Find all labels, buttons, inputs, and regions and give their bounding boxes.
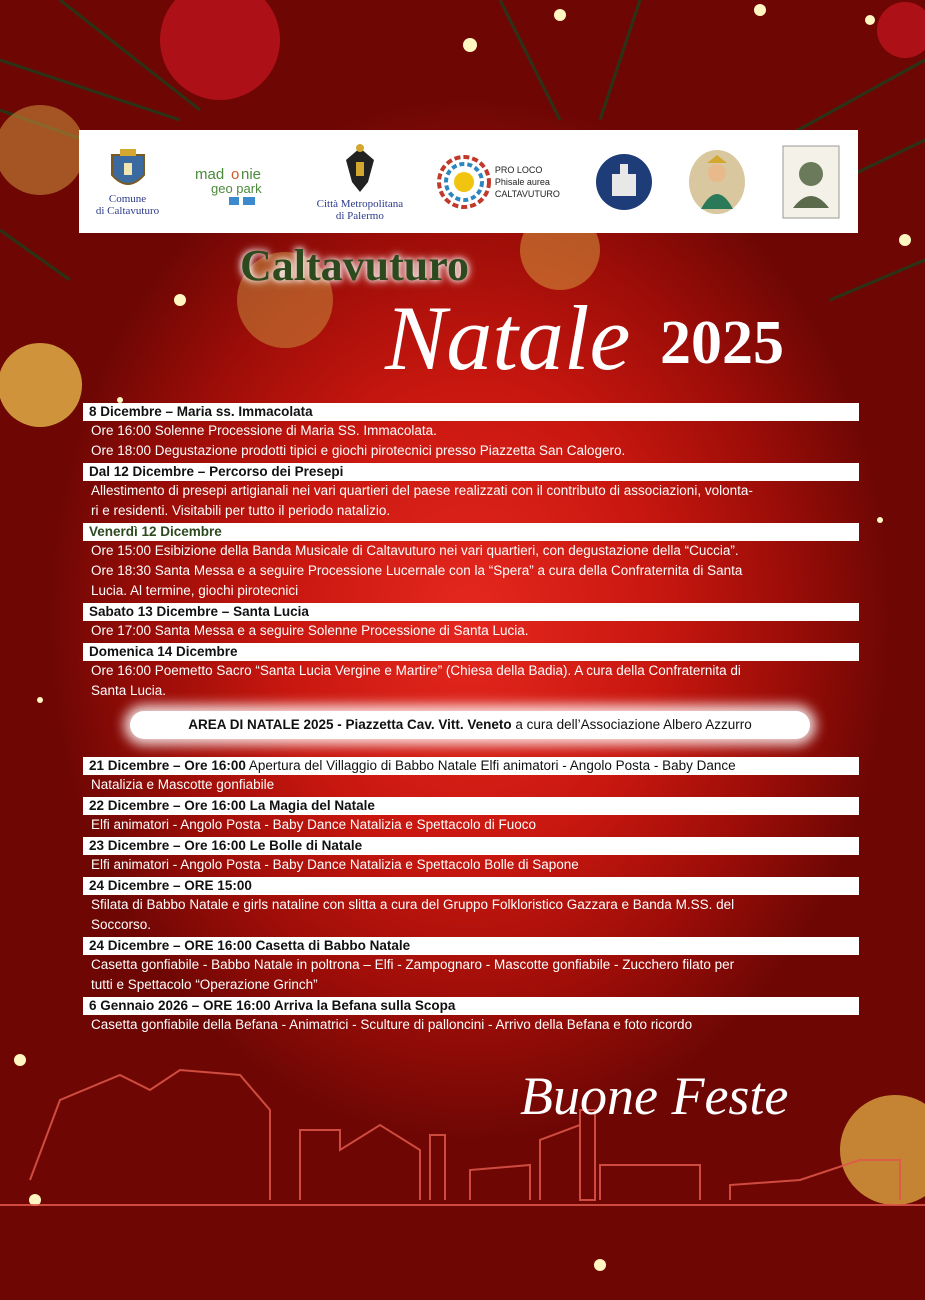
logo-label: PRO LOCO Phisale aurea CALTAVUTURO	[494, 164, 560, 199]
logo-label: Comune di Caltavuturo	[95, 192, 160, 217]
area-natale-banner	[130, 711, 810, 739]
event-header	[83, 757, 859, 775]
event-line: Ore 16:00 Poemetto Sacro “Santa Lucia Vergine e Martire” (Chiesa della Badia). A cura della Confraternita di	[91, 663, 741, 678]
logo-church	[594, 152, 654, 212]
event-header-bold: 21 Dicembre – Ore 16:00	[89, 758, 246, 773]
events-list-area	[83, 755, 859, 1035]
logo-confraternita	[781, 144, 841, 220]
event-line: tutti e Spettacolo “Operazione Grinch”	[91, 977, 318, 992]
svg-text:mad: mad	[194, 165, 225, 183]
event-header: 24 Dicembre – ORE 15:00	[83, 877, 859, 895]
natale-title: Natale	[385, 287, 631, 389]
event-header: Venerdì 12 Dicembre	[83, 523, 859, 541]
event-header: Sabato 13 Dicembre – Santa Lucia	[83, 603, 859, 621]
ornament-ball-icon	[877, 2, 925, 58]
eagle-crest-icon	[340, 142, 380, 198]
area-title: AREA DI NATALE 2025 - Piazzetta Cav. Vitt. Veneto	[188, 717, 512, 732]
logo-pro-loco	[437, 155, 560, 209]
svg-text:nie: nie	[240, 165, 261, 183]
year-title: 2025	[660, 309, 784, 377]
event-line: Lucia. Al termine, giochi pirotecnici	[91, 583, 299, 598]
event-line: Elfi animatori - Angolo Posta - Baby Dance Natalizia e Spettacolo di Fuoco	[91, 817, 536, 832]
ornament-ball-icon	[160, 0, 280, 100]
sponsor-logo-bar	[79, 130, 858, 233]
logo-santa-lucia	[687, 149, 747, 215]
area-organizer: a cura dell’Associazione Albero Azzurro	[511, 717, 752, 732]
event-line: Elfi animatori - Angolo Posta - Baby Dance Natalizia e Spettacolo Bolle di Sapone	[91, 857, 579, 872]
event-line: Ore 18:30 Santa Messa e a seguire Processione Lucernale con la “Spera” a cura della Confraternita di Santa	[91, 563, 743, 578]
events-list-december	[83, 401, 859, 701]
logo-label: Città Metropolitana di Palermo	[316, 197, 404, 222]
ornament-ball-icon	[0, 105, 85, 195]
church-seal-icon	[594, 152, 654, 212]
event-line: Casetta gonfiabile della Befana - Animatrici - Sculture di palloncini - Arrivo della Befana e foto ricordo	[91, 1017, 693, 1032]
event-line: Sfilata di Babbo Natale e girls nataline con slitta a cura del Gruppo Folkloristico Gazzara e Banda M.SS. del	[91, 897, 735, 912]
event-line: Soccorso.	[91, 917, 152, 932]
event-line: Casetta gonfiabile - Babbo Natale in poltrona – Elfi - Zampognaro - Mascotte gonfiabile - Zucchero filato per	[91, 957, 735, 972]
event-header: 6 Gennaio 2026 – ORE 16:00 Arriva la Befana sulla Scopa	[83, 997, 859, 1015]
pro-loco-icon	[437, 155, 491, 209]
event-header: Domenica 14 Dicembre	[83, 643, 859, 661]
saint-lucia-icon	[687, 149, 747, 215]
ornament-ball-icon	[840, 1095, 925, 1205]
logo-comune	[96, 147, 159, 217]
event-header: Dal 12 Dicembre – Percorso dei Presepi	[83, 463, 859, 481]
svg-text:o: o	[230, 165, 240, 183]
town-title: Caltavuturo	[240, 241, 469, 290]
confraternita-icon	[781, 144, 841, 220]
event-line: Ore 17:00 Santa Messa e a seguire Solenne Processione di Santa Lucia.	[91, 623, 529, 638]
buone-feste-greeting: Buone Feste	[520, 1066, 789, 1126]
event-line: Ore 16:00 Solenne Processione di Maria SS. Immacolata.	[91, 423, 437, 438]
event-line: Natalizia e Mascotte gonfiabile	[91, 777, 275, 792]
logo-citta-metropolitana	[317, 142, 403, 222]
event-line: Allestimento di presepi artigianali nei vari quartieri del paese realizzati con il contributo di associazioni, volonta-	[91, 483, 753, 498]
madonie-geopark-icon	[193, 157, 283, 207]
event-line: Ore 18:00 Degustazione prodotti tipici e giochi pirotecnici presso Piazzetta San Calogero.	[91, 443, 626, 458]
event-header: 24 Dicembre – ORE 16:00 Casetta di Babbo Natale	[83, 937, 859, 955]
event-line: Santa Lucia.	[91, 683, 167, 698]
event-header: 23 Dicembre – Ore 16:00 Le Bolle di Natale	[83, 837, 859, 855]
event-header: 22 Dicembre – Ore 16:00 La Magia del Natale	[83, 797, 859, 815]
svg-text:geo park: geo park	[210, 180, 262, 196]
event-line: ri e residenti. Visitabili per tutto il periodo natalizio.	[91, 503, 391, 518]
logo-madonie	[193, 157, 283, 207]
event-line: Ore 15:00 Esibizione della Banda Musicale di Caltavuturo nei vari quartieri, con degustazione della “Cuccia”.	[91, 543, 739, 558]
ornament-ball-icon	[0, 343, 82, 427]
event-header: 8 Dicembre – Maria ss. Immacolata	[83, 403, 859, 421]
coat-of-arms-icon	[106, 147, 150, 193]
event-header-rest: Apertura del Villaggio di Babbo Natale Elfi animatori - Angolo Posta - Baby Dance	[245, 758, 736, 773]
